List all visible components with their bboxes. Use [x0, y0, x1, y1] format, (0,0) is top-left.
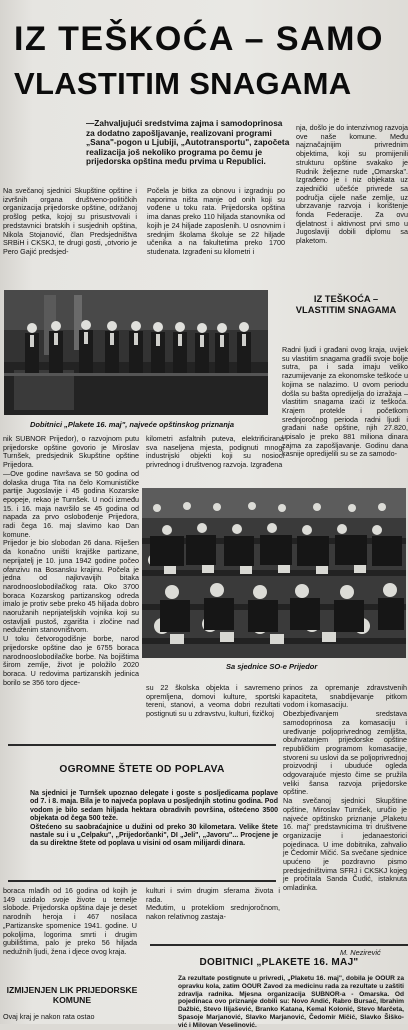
komune-box-title: IZMIJENJEN LIK PRIJEDORSKE KOMUNE	[6, 985, 138, 1005]
winners-box-top-rule	[150, 944, 408, 946]
column-1-top-text: Na svečanoj sjednici Skupštine opštine i izvršnih organa društveno-političkih organizacija prijedorske opštine, održanoj prošlog petka, kojoj su prisustvovali i predstavnici bratskih i susjednih opština, Nikola Stojanović, član Predsjedništva SRBiH i CKSKJ, te drugi gosti, „otvorio je Pero Gajić predsjed-	[3, 186, 137, 256]
lead-paragraph: —Zahvaljujući sredstvima zajma i samodoprinosa za dodatno zapošljavanje, realizovani programi „Sana"-pogon u Ljubiji, „Autotransportu", započeta realizacija još nekoliko programa po čemu je prijedorska opština među prvima u Republici.	[86, 118, 290, 167]
author-signature: M. Nezirević	[340, 948, 381, 957]
flood-box-bottom-rule	[8, 880, 276, 882]
column-2-top-text: Počela je bitka za obnovu i izgradnju po naporima ništa manje od onih koji su vođene u toku rata. Prijedorska opština ima danas preko 110 hiljada stanovnika od kojih je 24 hiljade zaposlenih. U osnovnim i srednjim školama školuje se 22 hiljade učenika a na fakultetima preko 1700 studenata. Izgrađeni su kilometri i	[147, 186, 285, 256]
winners-box-text: Za rezultate postignute u privredi, „Plaketu 16. maj", dobila je OOUR za opravku kola, zatim OOUR Zavod za medicinu rada za rezultate u zaštiti zdravlja radnika. Mjesna organizacija SUBNOR-a - Omarska. Od pojedinaca ovo priznanje dobili su: Novo Andić, Rabro Bursać, Ibrahim Dažbić, Stevo Ilijašević, Branko Katana, Kemal Kolonić, Stevo Marčeta, Spasoje Marjanović, Slavko Marjanović, Čedomir Mičić, Slavko Šiško-vić i Milovan Veselinović.	[178, 975, 404, 1029]
column-1-middle-text: nik SUBNOR Prijedor), o razvojnom putu prijedorske opštine govorio je Miroslav Turnšek, predsjednik Skupštine opštine Prijedora. —Ove godine navršava se 50 godina od dolaska druga Tita na čelo Komunističke partije Jugoslavije i 45 godina Kozarske epopeje, rekao je Turnšek. U noći između 15. i 16. maja navršilo se 45 godina od napada za prvo oslobođenje Prijedora, radi čega 16. maj slavimo kao Dan komune. Prijedor je bio slobodan 26 dana. Riješen da konačno uništi krajiške partizane, neprijatelj je 10. juna 1942 godine počeo ofanzivu na Bosansku krajinu. Počela je jedna od najkrvavijih bitaka narodnooslobodilačkog rata. Oko 3700 boraca Kozarskog partizanskog odreda imalo je protiv sebe preko 45 hiljada dobro naoružanih neprijateljskih vojnika koji su ostavljali pustoš, zgarišta i zločine nad neduženim stanovništvom. U toku četvorogodišnje borbe, narod prijedorske opštine dao je 6755 boraca narodnooslobodilačke borbe. Na bojištima širom zemlje, život je položilo 2020 boraca. U redovima partizanskih jedinica borilo se 356 toro djece-	[3, 434, 139, 687]
column-2-middle-text: kilometri asfaltnih puteva, elektrificirana sva naseljena mjesta, podignuti mnogi industrijski objekti koji su nosioci privrednog i društvenog razvoja. Izgrađena	[146, 434, 284, 470]
photo-2-caption: Sa sjednice SO-e Prijedor	[226, 662, 318, 671]
photo-1-caption: Dobitnici „Plakete 16. maj", najveće opštinskog priznanja	[30, 420, 235, 429]
side-title-line-2: VLASTITIM SNAGAMA	[295, 304, 397, 315]
assembly-session-photo	[142, 488, 406, 658]
headline-line-2: VLASTITIM SNAGAMA	[14, 66, 352, 101]
award-ceremony-photo-image	[4, 290, 268, 415]
assembly-session-photo-image	[142, 488, 406, 658]
column-3-low-text: prinos za opremanje zdravstvenih kapaciteta, snabdijevanje pitkom vodom i komasaciju. Obezbjeđivanjem sredstava samodoprinosa za komasaciju i uređivanje poljoprivrednog zemljišta, obuhvatanjem prijedorske opštine republičkim programom komasacije, stvoreni su uslovi da se poljoprivrednoj proizvodnji i ubuduće ogleda odgovarajuće mjesto čime se pružila veliki šansa razvoja prijedorske opštine. Na svečanoj sjednici Skupštine opštine, Miroslav Turnšek, uručio je najveće opštinsko priznanje „Plaketu 16. maj" predstavnicima tri društvene organizacije i jedanaestorici pojedinaca. U ime dobitnika, zahvalio je Čedomir Mičić. Sa svečane sjednice upućeno je pozdravno pismo predsjedništvima SFRJ i CKSKJ kojeg je pročitala Sanda Čudić, istaknuta omladinka.	[283, 683, 407, 893]
right-column-top-text: nja, došlo je do intenzivnog razvoja ove naše komune. Među najznačajnijim privrednim objektima, koji su promijenili strukturu opštine svakako je Rudnik željezne rude „Omarska". Izgrađeno je i niz objekata uz zajednički učešće privrede sa područja cijele naše zemlje, uz ubrzavanje razvoja i korištenje fonda Federacije. Za ovu djelatnost i aktivnost prvi smo u Jugoslaviji dobili diplomu sa plaketom.	[296, 123, 408, 246]
column-2-low-text: su 22 školska objekta i savremeno opremljena, domovi kulture, sportski tereni, stanovi, a veoma dobri rezultati postignuti su u zdravstvu, kulturi, fizičkoj	[146, 683, 280, 719]
winners-box-title: DOBITNICI „PLAKETE 16. MAJ"	[199, 957, 359, 968]
komune-box-text: Ovaj kraj je nakon rata ostao	[3, 1012, 95, 1021]
column-2-bottom-text: kulturi i svim drugim sferama života i rada. Međutim, u protekliom srednjoročnom, nakon relativnog zastaja-	[146, 886, 280, 922]
side-column-text: Radni ljudi i građani ovog kraja, uvijek su vlastitim snagama građili svoje bolje sutra, pa i sada imaju veliko razumijevanje za ekonomske teškoće u kojima se nalazimo. U ovom periodu došla su bašta opredijelja do izražaja – vlastitim snagama izaći iz teškoća. Krajem protekle i početkom srednjoročnog perioda radni ljudi i građani naše opštine, njih 27.820, upisalo je preko 881 miliona dinara zajma za zapošljavanje. Godinu dana kasnije opredijelili su se za samodo-	[282, 345, 408, 459]
award-ceremony-photo	[4, 290, 268, 415]
flood-box-text: Na sjednici je Turnšek upoznao delegate i goste s posljedicama poplave od 7. i 8. maja. Bila je to najveća poplava u posljednjih stotinu godina. Pod vodom je bilo sedam hiljada hektara obradivih površina, oštećeno 3500 objekata od čega 500 teže. Oštećeno su saobraćajnice u dužini od preko 30 kilometara. Velike štete nastale su i u „Celpaku", „Prijedorčanki", DI „Jeli", „Javoru"... Procjene je da su direktne štete od poplava u visini od osam milijardi dinara.	[30, 790, 278, 848]
column-1-bottom-text: boraca mlađih od 16 godina od kojih je 149 uzidalo svoje živote u temelje slobode. Prijedorska opština daje je deset narodnih heroja i 467 nosilaca „Partizanske spomenice 1941. godine. U pokoljima, logorima smrti i drugim gubilištima, palo je preko 56 hiljada nedužnih ljudi, žena i djece ovog kraja.	[3, 886, 137, 956]
side-title-line-1: IZ TEŠKOĆA –	[313, 293, 379, 304]
flood-box-title: OGROMNE ŠTETE OD POPLAVA	[59, 764, 225, 775]
flood-box-top-rule	[8, 744, 276, 746]
headline-line-1: IZ TEŠKOĆA – SAMO	[14, 20, 384, 58]
